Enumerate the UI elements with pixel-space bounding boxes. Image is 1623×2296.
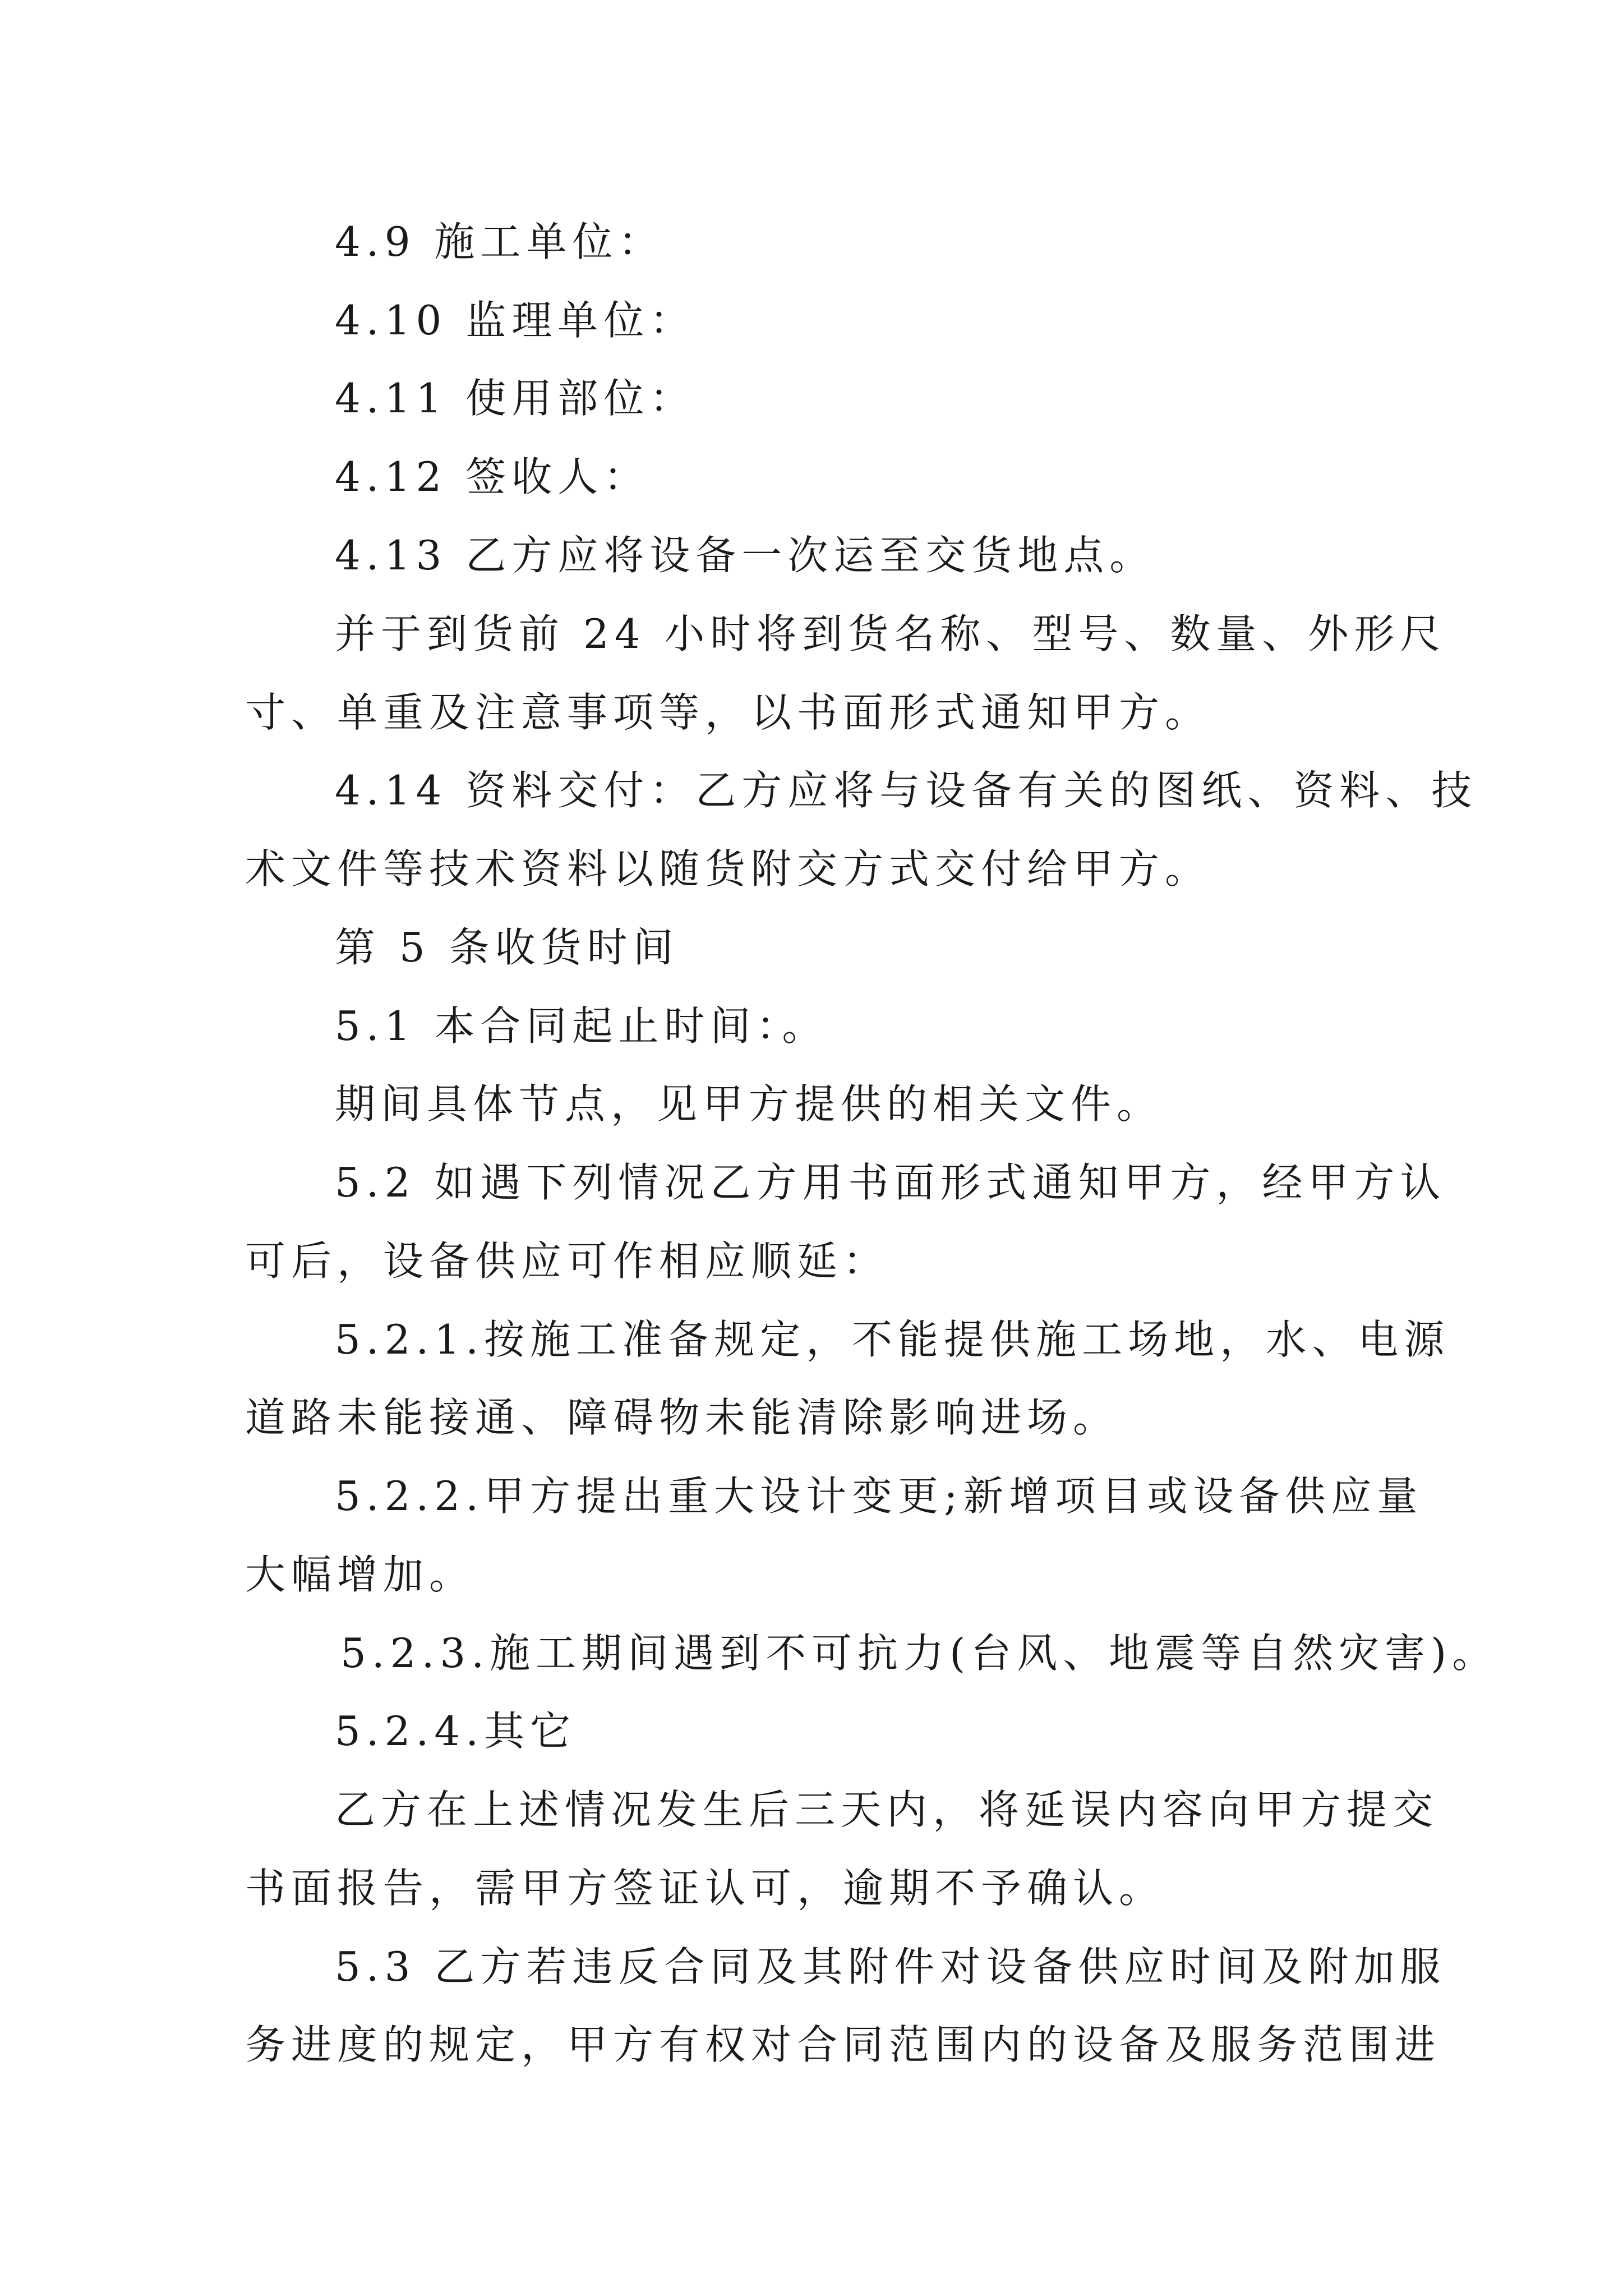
clause-4-12: 4.12 签收人： <box>335 453 650 500</box>
clause-5-2-2: 5.2.2.甲方提出重大设计变更;新增项目或设备供应量 <box>335 1473 1423 1520</box>
paragraph-line: 期间具体节点，见甲方提供的相关文件。 <box>335 1080 1163 1128</box>
clause-4-10: 4.10 监理单位： <box>335 297 696 344</box>
paragraph-line: 乙方在上述情况发生后三天内，将延误内容向甲方提交 <box>335 1786 1439 1833</box>
paragraph-line: 可后，设备供应可作相应顺延： <box>245 1237 889 1285</box>
clause-5-3: 5.3 乙方若违反合同及其附件对设备供应时间及附加服 <box>335 1943 1446 1990</box>
clause-4-13: 4.13 乙方应将设备一次运至交货地点。 <box>335 532 1156 579</box>
clause-5-2-3: 5.2.3.施工期间遇到不可抗力(台风、地震等自然灾害)。 <box>340 1630 1498 1677</box>
section-heading-5: 第 5 条收货时间 <box>335 924 679 971</box>
clause-4-14: 4.14 资料交付：乙方应将与设备有关的图纸、资料、技 <box>335 767 1478 814</box>
paragraph-line: 寸、单重及注意事项等，以书面形式通知甲方。 <box>245 689 1211 736</box>
clause-5-2-1: 5.2.1.按施工准备规定，不能提供施工场地，水、电源 <box>335 1316 1450 1363</box>
clause-4-11: 4.11 使用部位： <box>335 375 696 422</box>
clause-5-2-4: 5.2.4.其它 <box>335 1708 577 1755</box>
clause-5-2: 5.2 如遇下列情况乙方用书面形式通知甲方，经甲方认 <box>335 1159 1446 1206</box>
paragraph-line: 并于到货前 24 小时将到货名称、型号、数量、外形尺 <box>335 610 1446 657</box>
clause-4-9: 4.9 施工单位： <box>335 218 665 265</box>
paragraph-line: 书面报告，需甲方签证认可，逾期不予确认。 <box>245 1865 1165 1912</box>
clause-5-1: 5.1 本合同起止时间：。 <box>335 1002 828 1050</box>
paragraph-line: 务进度的规定，甲方有权对合同范围内的设备及服务范围进 <box>245 2021 1441 2068</box>
paragraph-line: 大幅增加。 <box>245 1551 476 1598</box>
paragraph-line: 术文件等技术资料以随货附交方式交付给甲方。 <box>245 845 1211 892</box>
paragraph-line: 道路未能接通、障碍物未能清除影响进场。 <box>245 1394 1119 1441</box>
